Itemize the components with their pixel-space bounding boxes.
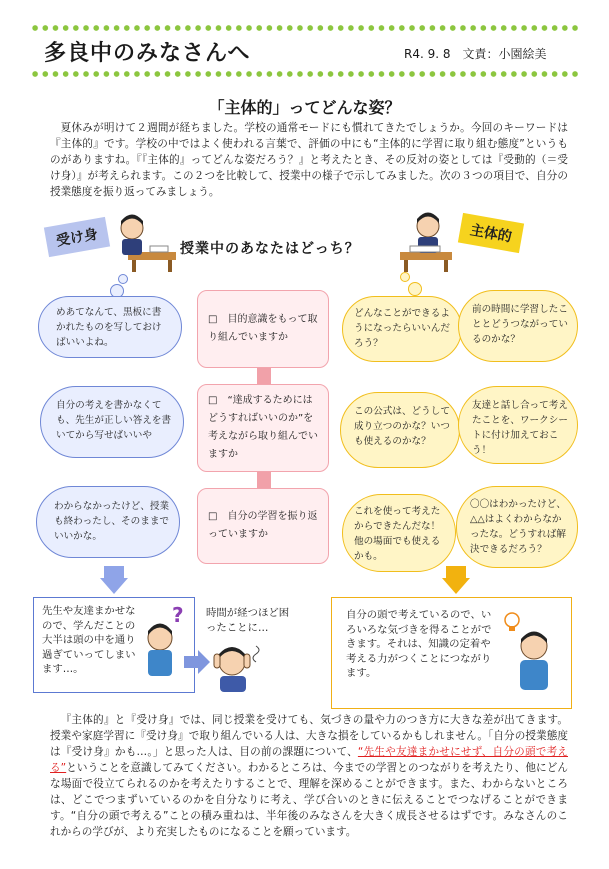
passive-side-arrow-shaft <box>184 656 198 668</box>
checklist-text-1: □ 目的意識をもって取り組んでいますか <box>208 314 318 343</box>
checklist-text-3: □ 自分の学習を振り返っていますか <box>208 511 318 540</box>
closing-highlight: “先生や友達まかせにせず、自分の頭で考える” <box>50 746 568 774</box>
active-thought-1: どんなことができるようになったらいいんだろう？ <box>354 308 450 349</box>
active-thought-6: 〇〇はわかったけど、△△はよくわからなかったな。どうすれば解決できるだろう？ <box>470 499 566 555</box>
page-title: 多良中のみなさんへ <box>44 41 251 66</box>
passive-later-text: 時間が経つほど困ったことに… <box>206 607 290 634</box>
passive-tag: 受け身 <box>44 217 110 257</box>
thought-puff <box>118 274 128 284</box>
confused-student-illustration <box>138 602 192 688</box>
thought-puff <box>408 282 422 296</box>
closing-text-before: 『主体的』と『受け身』では、同じ授業を受けても、気づきの量や力のつき方に大きな差が出てきます。授業や家庭学習に『受け身』で取り組んでいる人は、大きな損をしているかもしれません。「自分の授業態度は『受け身』かも…。」と思った人は、目の前の課題について、 <box>50 714 568 758</box>
checklist-text-2: □ “達成するためにはどうすればいいのか”を考えながら取り組んでいますか <box>208 395 318 460</box>
worried-student-illustration <box>208 636 280 692</box>
svg-text:?: ? <box>172 603 184 627</box>
closing-paragraph <box>50 712 568 840</box>
intro-paragraph: 夏休みが明けて２週間が経ちました。学校の通常モードにも慣れてきたでしょうか。今回のキーワードは『主体的』です。学校の中ではよく使われる言葉で、評価の中にも“主体的に学習に取り組む態度”というものがありますね。『『主体的』ってどんな姿だろう？』と考えたとき、その反対の姿としては『受動的（＝受け身）』が考えられます。この２つを比較して、授業中の様子で示してみました。次の３つの項目で、自分の授業態度を振り返ってみましょう。 <box>50 122 568 198</box>
checklist-item-3 <box>197 488 329 564</box>
active-student-illustration <box>398 206 462 272</box>
checklist-item-1 <box>197 290 329 368</box>
passive-thought-2: 自分の考えを書かなくても、先生が正しい答えを書いてから写せばいいや <box>56 400 172 441</box>
active-result-text: 自分の頭で考えているので、いろいろな気づきを得ることができます。それは、知識の定着や考える力がつくことにつながります。 <box>346 609 492 679</box>
active-thought-3: この公式は、どうして成り立つのかな？いつも使えるのかな？ <box>354 406 450 447</box>
passive-arrow-shaft <box>104 566 124 578</box>
active-thought-4: 友達と話し合って考えたことを、ワークシートに付け加えておこう！ <box>472 400 568 456</box>
active-tag: 主体的 <box>458 213 524 253</box>
active-thought-5: これを使って考えたからできたんだな！他の場面でも使えるかも。 <box>354 506 441 562</box>
checklist-connector <box>257 366 271 384</box>
passive-student-illustration <box>108 210 178 272</box>
checklist-connector <box>257 470 271 488</box>
active-thought-2: 前の時間に学習したこととどうつながっているのかな？ <box>472 304 568 345</box>
question-heading: 授業中のあなたはどっち？ <box>180 241 360 257</box>
dateline: R4. 9. 8 文責：小園絵美 <box>404 47 547 61</box>
thought-puff <box>400 272 410 282</box>
passive-arrow-down-icon <box>100 578 128 594</box>
passive-result-text: 先生や友達まかせなので、学んだことの大半は頭の中を通り過ぎていってしまいます…。 <box>42 605 136 675</box>
top-dotted-border <box>30 24 578 32</box>
passive-thought-1: めあてなんて、黒板に書かれたものを写しておけばいいよね。 <box>56 307 162 348</box>
active-arrow-down-icon <box>442 578 470 594</box>
header-dotted-border <box>30 70 578 78</box>
inspired-student-illustration <box>500 606 564 700</box>
headline: 「主体的」ってどんな姿？ <box>208 98 401 117</box>
checklist-item-2 <box>197 384 329 472</box>
closing-text-after: ということを意識してみてください。わかるところは、今までの学習とのつながりを考えたり、他にどんな場面で役立てられるのかを考えたりすることで、理解を深めることができます。また、わからないところは、どこでつまずいているのかを自分なりに考え、学び合いのときに伝えることでつなげることができます。“自分の頭で考える”ことの積み重ねは、半年後のみなさんを大きく成長させるはずです。みなさんのこれからの学びが、より充実したものになることを願っています。 <box>50 762 568 838</box>
active-arrow-shaft <box>446 566 466 578</box>
passive-thought-3: わからなかったけど、授業も終わったし、そのままでいいかな。 <box>54 501 170 542</box>
